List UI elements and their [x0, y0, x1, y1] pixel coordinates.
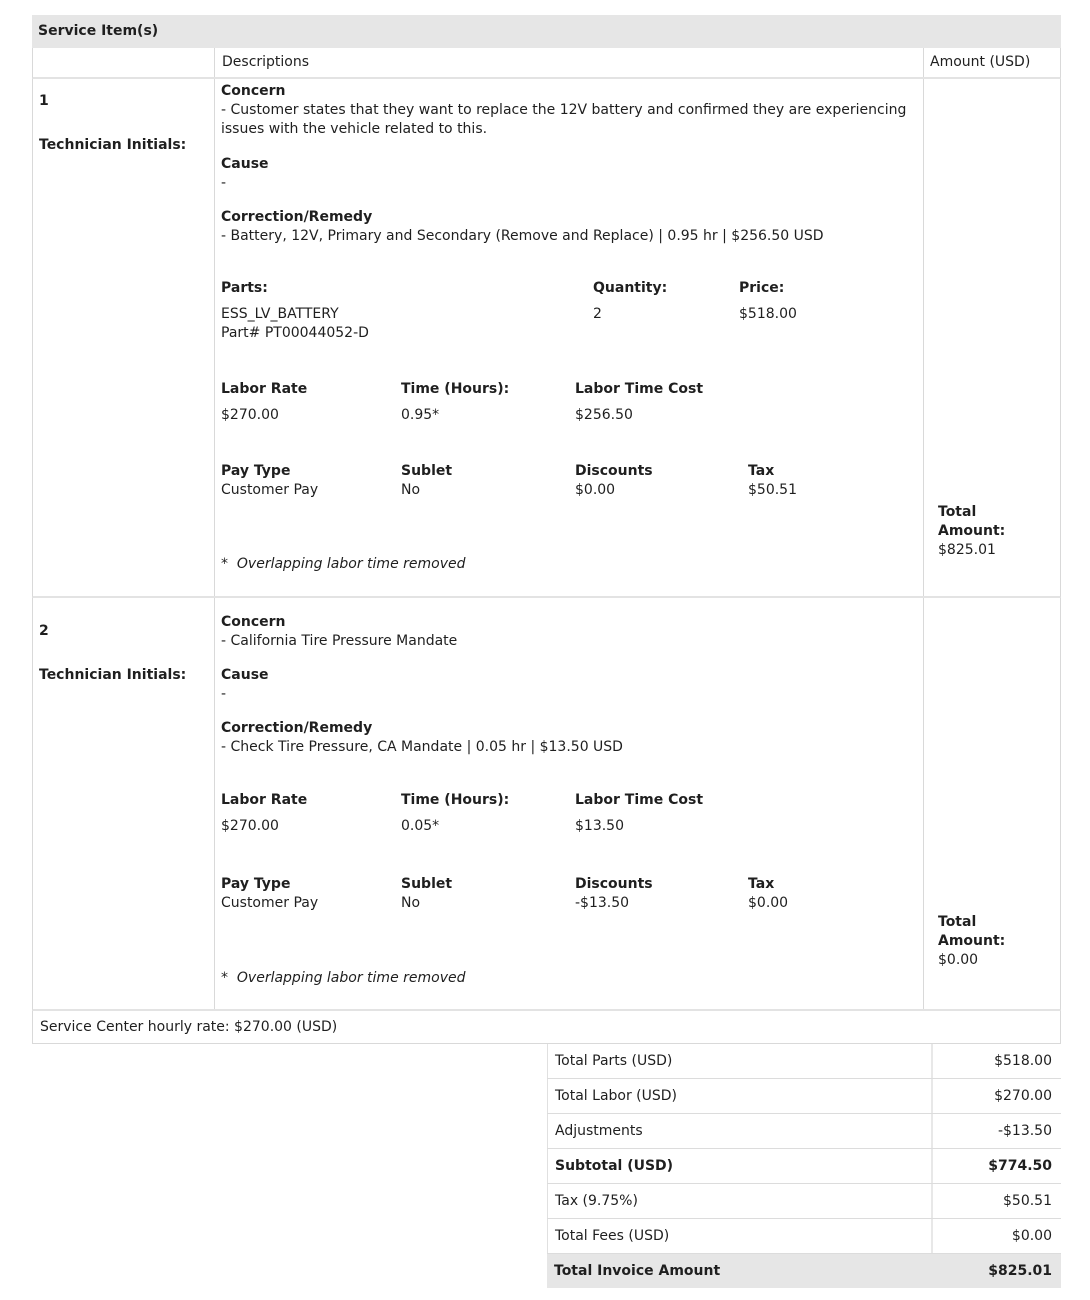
item-number: 2: [39, 623, 49, 639]
time-hours-label: Time (Hours):: [401, 792, 510, 808]
part-price: $518.00: [739, 306, 797, 322]
total-value: $825.01: [938, 542, 996, 558]
item-total: [938, 503, 1005, 560]
totals-row-subtotal: [547, 1149, 1061, 1184]
footnote-mark: *: [221, 970, 228, 986]
labor-time-cost-value: $13.50: [575, 818, 624, 834]
item-2-description-cell: [215, 598, 924, 1009]
totals-row-adjustments: [547, 1114, 1061, 1149]
concern-text-line2: issues with the vehicle related to this.: [221, 121, 488, 137]
item-total: [938, 913, 1005, 970]
quantity-label: Quantity:: [593, 280, 668, 296]
total-value: $0.00: [938, 952, 979, 968]
sublet-value: No: [401, 895, 421, 911]
footnote-text: Overlapping labor time removed: [236, 556, 466, 572]
sublet-value: No: [401, 482, 421, 498]
totals-value: -$13.50: [997, 1123, 1052, 1139]
totals-row-invoice-total: [547, 1254, 1061, 1288]
section-title: Service Item(s): [32, 15, 1061, 48]
footnote: [221, 970, 466, 986]
pay-type-label: Pay Type: [221, 876, 291, 892]
hourly-rate-note: Service Center hourly rate: $270.00 (USD): [32, 1011, 1061, 1044]
item-2-amount-cell: [924, 598, 1060, 1009]
total-label-line1: Total: [938, 504, 977, 520]
discounts-value: -$13.50: [575, 895, 630, 911]
total-label-line1: Total: [938, 914, 977, 930]
concern-label: Concern: [221, 83, 286, 99]
totals-label: Subtotal (USD): [547, 1149, 933, 1183]
service-items-section: [32, 15, 1061, 1044]
service-item-1: [32, 79, 1061, 598]
descriptions-header-cell: [215, 48, 924, 77]
totals-label: Tax (9.75%): [547, 1184, 933, 1218]
totals-row-tax: [547, 1184, 1061, 1219]
totals-row-parts: [547, 1044, 1061, 1079]
item-number: 1: [39, 93, 49, 109]
labor-rate-value: $270.00: [221, 818, 279, 834]
labor-time-cost-label: Labor Time Cost: [575, 792, 704, 808]
discounts-label: Discounts: [575, 876, 653, 892]
cause-text: -: [221, 175, 227, 191]
discounts-value: $0.00: [575, 482, 616, 498]
correction-text: - Battery, 12V, Primary and Secondary (Remove and Replace) | 0.95 hr | $256.50 USD: [221, 228, 824, 244]
correction-text: - Check Tire Pressure, CA Mandate | 0.05 hr | $13.50 USD: [221, 739, 623, 755]
pay-type-value: Customer Pay: [221, 895, 319, 911]
footnote-mark: *: [221, 556, 228, 572]
service-item-2: [32, 598, 1061, 1011]
total-label-line2: Amount:: [938, 933, 1006, 949]
totals-label: Total Invoice Amount: [554, 1263, 721, 1279]
tax-label: Tax: [748, 876, 775, 892]
concern-text-line1: - Customer states that they want to replace the 12V battery and confirmed they are experiencing: [221, 102, 907, 118]
sublet-label: Sublet: [401, 463, 453, 479]
labor-rate-label: Labor Rate: [221, 381, 308, 397]
totals-row-fees: [547, 1219, 1061, 1254]
parts-label: Parts:: [221, 280, 268, 296]
item-1-left-cell: [33, 79, 215, 596]
correction-label: Correction/Remedy: [221, 209, 373, 225]
cause-label: Cause: [221, 156, 269, 172]
totals-table: [547, 1044, 1061, 1288]
tax-label: Tax: [748, 463, 775, 479]
pay-type-label: Pay Type: [221, 463, 291, 479]
concern-label: Concern: [221, 614, 286, 630]
part-number: Part# PT00044052-D: [221, 325, 369, 341]
item-2-left-cell: [33, 598, 215, 1009]
totals-value: $774.50: [988, 1158, 1052, 1174]
descriptions-header: Descriptions: [222, 54, 310, 70]
totals-row-labor: [547, 1079, 1061, 1114]
cause-label: Cause: [221, 667, 269, 683]
technician-initials-label: Technician Initials:: [39, 137, 187, 153]
cause-text: -: [221, 686, 227, 702]
price-label: Price:: [739, 280, 785, 296]
labor-rate-label: Labor Rate: [221, 792, 308, 808]
time-hours-label: Time (Hours):: [401, 381, 510, 397]
sublet-label: Sublet: [401, 876, 453, 892]
totals-value: $518.00: [994, 1053, 1052, 1069]
time-hours-value: 0.05*: [401, 818, 440, 834]
correction-label: Correction/Remedy: [221, 720, 373, 736]
amount-header: Amount (USD): [930, 54, 1031, 70]
technician-initials-label: Technician Initials:: [39, 667, 187, 683]
totals-label: Adjustments: [547, 1114, 933, 1148]
totals-value: $825.01: [988, 1263, 1052, 1279]
footnote: [221, 556, 466, 572]
tax-value: $50.51: [748, 482, 797, 498]
concern-text-line1: - California Tire Pressure Mandate: [221, 633, 458, 649]
totals-value: $50.51: [1003, 1193, 1052, 1209]
totals-label: Total Labor (USD): [547, 1079, 933, 1113]
discounts-label: Discounts: [575, 463, 653, 479]
totals-label: Total Parts (USD): [547, 1044, 933, 1078]
tax-value: $0.00: [748, 895, 789, 911]
time-hours-value: 0.95*: [401, 407, 440, 423]
column-header-row: [32, 48, 1061, 79]
part-name: ESS_LV_BATTERY: [221, 306, 339, 322]
item-1-amount-cell: [924, 79, 1060, 596]
column-header-blank: [33, 48, 215, 77]
totals-value: $270.00: [994, 1088, 1052, 1104]
footnote-text: Overlapping labor time removed: [236, 970, 466, 986]
labor-time-cost-value: $256.50: [575, 407, 633, 423]
labor-time-cost-label: Labor Time Cost: [575, 381, 704, 397]
amount-header-cell: [924, 48, 1060, 77]
labor-rate-value: $270.00: [221, 407, 279, 423]
item-1-description-cell: [215, 79, 924, 596]
totals-value: $0.00: [1011, 1228, 1052, 1244]
totals-label: Total Fees (USD): [547, 1219, 933, 1253]
part-quantity: 2: [593, 306, 602, 322]
pay-type-value: Customer Pay: [221, 482, 319, 498]
total-label-line2: Amount:: [938, 523, 1006, 539]
